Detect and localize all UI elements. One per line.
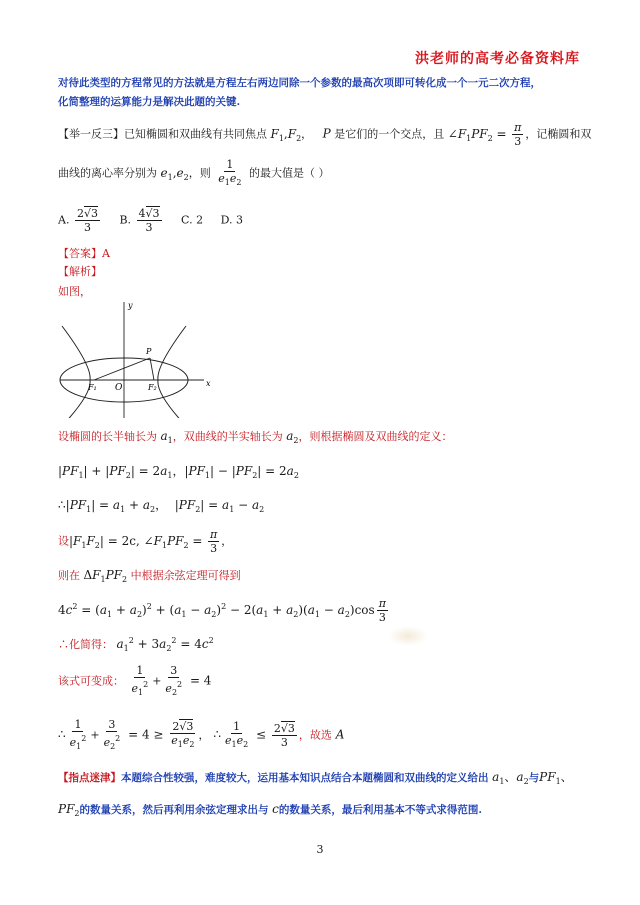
intro-line-2: 化简整理的运算能力是解决此题的关键. [58, 96, 241, 108]
option-b-value: $\frac{4√3}{3}$ [138, 207, 160, 234]
option-c: C. 2 [181, 213, 204, 227]
solution-line-1: 设椭圆的长半轴长为 $a_1$，双曲线的半实轴长为 $a_2$，则根据椭圆及双曲线的定义： [58, 429, 453, 445]
y-axis-label: y [128, 301, 133, 310]
option-a-value: $\frac{2√3}{3}$ [76, 207, 98, 234]
origin-label: O [115, 383, 123, 393]
target-fraction: $\frac{1}{e_1e_2}$ [218, 158, 242, 187]
simplified-line: ∴化简得： $a_1^2 + 3a_2^2 = 4c^2$ [58, 636, 214, 653]
answer-options [58, 207, 243, 234]
analysis-label: 【解析】 [58, 265, 102, 278]
hyperbola-left-branch [62, 326, 90, 418]
angle-fraction: $\frac{\pi}{3}$ [514, 121, 522, 148]
ellipse-hyperbola-figure [58, 296, 218, 418]
focus-f1-label: F₁ [88, 383, 97, 392]
problem-tag: 【举一反三】 [58, 127, 124, 141]
transformed-line: 该式可变成： $\frac{1}{e_1^2}$ + $\frac{3}{e_2^2}$ = 4 [58, 664, 212, 697]
page-number: 3 [316, 843, 324, 856]
intro-paragraph [58, 74, 618, 112]
answer-label: 【答案】A [58, 247, 110, 260]
tip-label: 【指点迷津】 [58, 772, 121, 784]
intro-line-1: 对待此类型的方程常见的方法就是方程左右两边同除一个参数的最高次项即可转化成一个一元二次方程， [58, 77, 541, 89]
segment-pf2 [150, 358, 154, 380]
option-d: D. 3 [220, 213, 243, 227]
focus-f2-label: F₂ [148, 383, 157, 392]
see-figure-text: 如图， [58, 285, 91, 298]
option-a-label: A. [58, 213, 70, 227]
page-header-title: 洪老师的高考必备资料库 [415, 51, 580, 67]
scan-smudge [388, 626, 428, 646]
inequality-line: ∴ $\frac{1}{e_1^2}$ + $\frac{3}{e_2^2}$ = 4 ≥ $\frac{2√3}{e_1e_2}$ ， ∴ $\frac{1}{e_1e_2}$ ≤ $\frac{2√3}{3}$ ，故选 A [58, 718, 345, 751]
option-b-label: B. [119, 213, 132, 227]
tip-line-1: 【指点迷津】本题综合性较强，难度较大，运用基本知识点结合本题椭圆和双曲线的定义给出 $a_1$、$a_2$与$PF_1$、 [58, 770, 573, 786]
segment-pf1 [94, 358, 150, 380]
hyperbola-right-branch [158, 326, 186, 418]
focal-distance-line: 设$|F_1F_2| = 2c$, $\angle F_1PF_2$ = $\frac{\pi}{3}$ ， [58, 528, 233, 555]
cosine-law-equation: $4c^2 = (a_1 + a_2)^2 + (a_1 - a_2)^2 - 2(a_1 + a_2)(a_1 - a_2)\cos$ $\frac{\pi}{3}$ [58, 597, 386, 624]
problem-line-1: 【举一反三】已知椭圆和双曲线有共同焦点 $F_1,F_2$， P 是它们的一个交点，且 $\angle F_1PF_2$ = $\frac{\pi}{3}$ ，记椭圆和双 [58, 121, 592, 148]
tip-line-2: $PF_2$的数量关系，然后再利用余弦定理求出与 c的数量关系，最后利用基本不等式求得范围. [58, 802, 483, 818]
problem-line-2: 曲线的离心率分别为 $e_1,e_2$，则 $\frac{1}{e_1e_2}$ 的最大值是（ ） [58, 158, 330, 187]
definition-equations: $|PF_1| + |PF_2| = 2a_1$，$|PF_1| - |PF_2| = 2a_2$ [58, 464, 299, 480]
x-axis-label: x [206, 379, 211, 388]
point-p-label: P [146, 347, 152, 356]
focal-radius-equations: $\therefore|PF_1| = a_1 + a_2$， $|PF_2| = a_1 - a_2$ [58, 498, 265, 514]
cosine-law-intro: 则在 $\Delta F_1PF_2$ 中根据余弦定理可得到 [58, 568, 241, 584]
